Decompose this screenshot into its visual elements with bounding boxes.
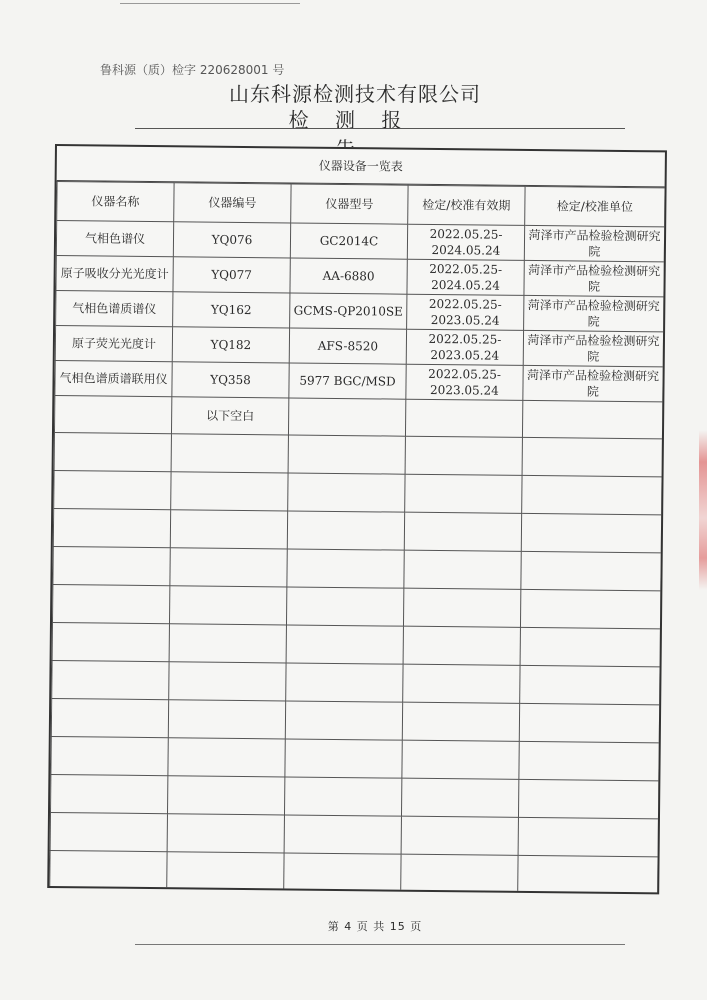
instrument-model-cell: 5977 BGC/MSD: [289, 363, 406, 399]
table-row: [54, 396, 662, 439]
company-name: 山东科源检测技术有限公司: [229, 82, 481, 106]
validity-cell: 2022.05.25-2023.05.24: [407, 294, 524, 330]
empty-row: [51, 736, 659, 780]
header-calibration-validity: 检定/校准有效期: [408, 185, 525, 225]
validity-cell: 2022.05.25-2023.05.24: [406, 329, 523, 365]
instrument-id-cell: YQ076: [173, 222, 290, 258]
calibration-unit-cell: 菏泽市产品检验检测研究院: [524, 225, 664, 261]
empty-row: [51, 698, 659, 742]
empty-row: [50, 774, 658, 818]
header-instrument-id: 仪器编号: [174, 183, 291, 223]
empty-row: [52, 585, 660, 629]
top-edge-line: [120, 3, 300, 4]
instrument-model-cell: GCMS-QP2010SE: [290, 293, 407, 329]
table-header-row: [57, 182, 665, 227]
equipment-table: [49, 181, 666, 894]
empty-row: [53, 509, 661, 553]
empty-row: [54, 471, 662, 515]
instrument-id-cell: YQ358: [172, 362, 289, 398]
empty-row: [54, 433, 662, 477]
validity-cell: 2022.05.25-2024.05.24: [407, 259, 524, 295]
instrument-name-cell: 气相色谱质谱仪: [56, 291, 173, 327]
empty-row: [52, 660, 660, 704]
calibration-unit-cell: 菏泽市产品检验检测研究院: [523, 365, 663, 401]
report-number: 鲁科源（质）检字 220628001 号: [100, 63, 285, 77]
page-number: 第 4 页 共 15 页: [327, 920, 423, 933]
instrument-model-cell: AFS-8520: [289, 328, 406, 364]
header-instrument-model: 仪器型号: [291, 184, 408, 224]
empty-row: [53, 547, 661, 591]
calibration-unit-cell: 菏泽市产品检验检测研究院: [523, 330, 663, 366]
empty-row: [50, 850, 658, 894]
calibration-unit-cell: 菏泽市产品检验检测研究院: [524, 295, 664, 331]
instrument-model-cell: AA-6880: [290, 258, 407, 294]
empty-row: [52, 622, 660, 666]
header-instrument-name: 仪器名称: [57, 182, 174, 222]
empty-row: [50, 812, 658, 856]
header-calibration-unit: 检定/校准单位: [525, 186, 665, 226]
instrument-id-cell: YQ182: [172, 327, 289, 363]
validity-cell: 2022.05.25-2024.05.24: [407, 224, 524, 260]
instrument-id-cell: YQ162: [173, 292, 290, 328]
instrument-name-cell: 原子荧光光度计: [55, 326, 172, 362]
end-of-list-note: 以下空白: [171, 397, 288, 435]
report-title: 检 测 报: [288, 108, 412, 132]
footer-rule: [135, 944, 625, 945]
instrument-name-cell: 原子吸收分光光度计: [56, 256, 173, 292]
calibration-unit-cell: 菏泽市产品检验检测研究院: [524, 260, 664, 296]
instrument-name-cell: 气相色谱质谱联用仪: [55, 361, 172, 397]
header-rule: [135, 128, 625, 129]
instrument-name-cell: 气相色谱仪: [56, 221, 173, 257]
instrument-model-cell: GC2014C: [290, 223, 407, 259]
table-caption: 仪器设备一览表: [57, 146, 665, 187]
equipment-table-frame: [47, 144, 667, 894]
seal-stamp-edge: [699, 430, 707, 590]
validity-cell: 2022.05.25-2023.05.24: [406, 364, 523, 400]
instrument-id-cell: YQ077: [173, 257, 290, 293]
